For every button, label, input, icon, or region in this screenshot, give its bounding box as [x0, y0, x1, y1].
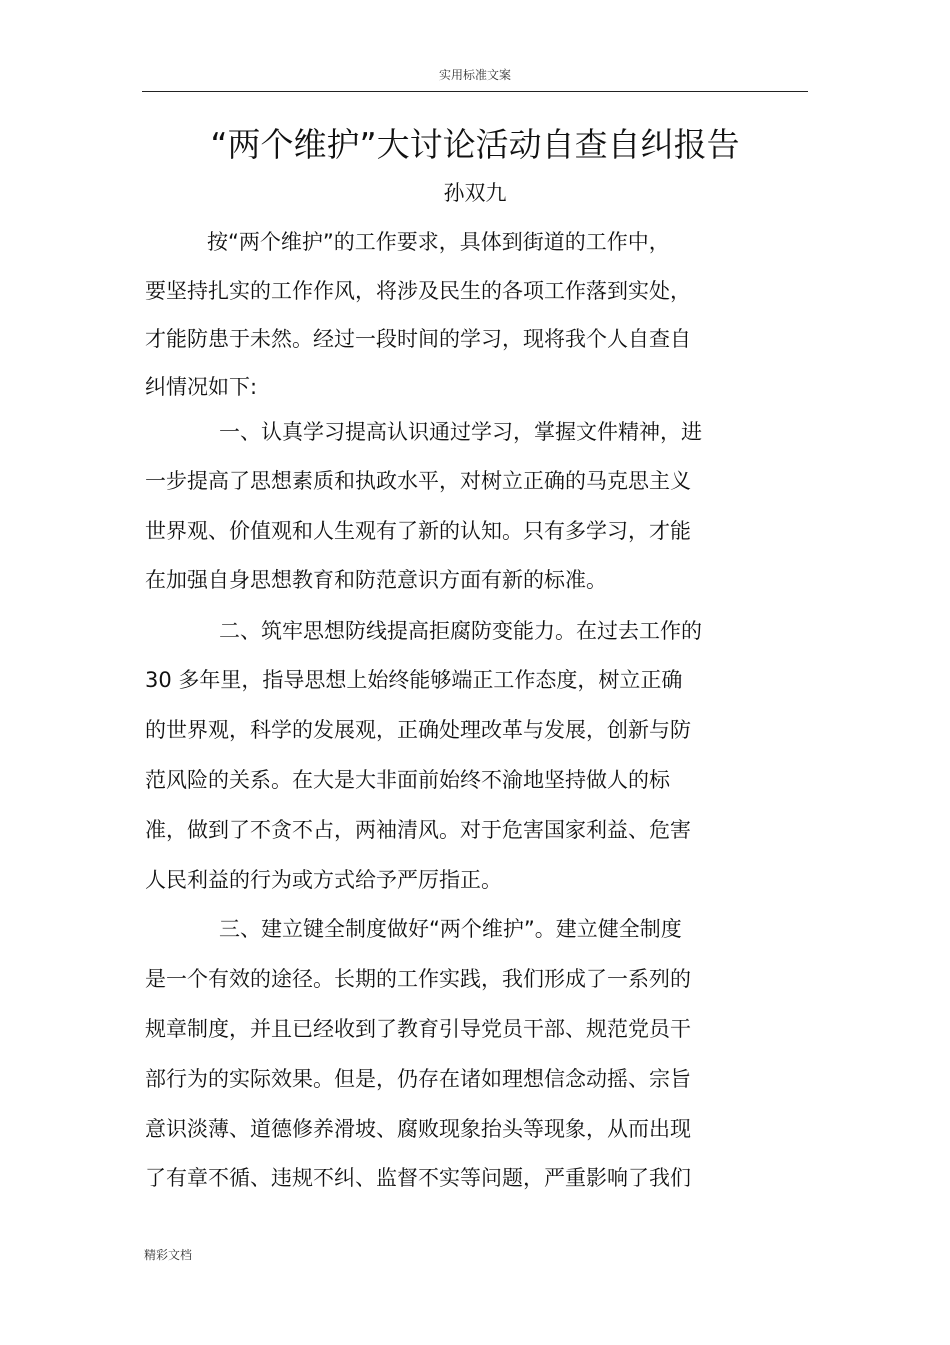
- body-line: 要坚持扎实的工作作风，将涉及民生的各项工作落到实处，: [145, 279, 691, 303]
- body-line: 二、筑牢思想防线提高拒腐防变能力。在过去工作的: [219, 619, 702, 643]
- page-footer: 精彩文档: [144, 1248, 193, 1262]
- body-line: 一步提高了思想素质和执政水平，对树立正确的马克思主义: [145, 469, 691, 493]
- body-line: 三、建立键全制度做好“两个维护”。建立健全制度: [219, 917, 682, 941]
- body-line: 30 多年里，指导思想上始终能够端正工作态度，树立正确: [145, 668, 683, 692]
- body-line: 部行为的实际效果。但是，仍存在诸如理想信念动摇、宗旨: [145, 1067, 691, 1091]
- body-line: 按“两个维护”的工作要求，具体到街道的工作中，: [207, 230, 670, 254]
- body-line: 人民利益的行为或方式给予严厉指正。: [145, 868, 502, 892]
- body-line: 纠情况如下:: [145, 375, 258, 399]
- body-line: 准，做到了不贪不占，两袖清风。对于危害国家利益、危害: [145, 818, 691, 842]
- body-line: 在加强自身思想教育和防范意识方面有新的标准。: [145, 568, 607, 592]
- body-line: 才能防患于未然。经过一段时间的学习，现将我个人自查自: [145, 327, 691, 351]
- body-line: 规章制度，并且已经收到了教育引导党员干部、规范党员干: [145, 1017, 691, 1041]
- body-line: 意识淡薄、道德修养滑坡、腐败现象抬头等现象，从而出现: [145, 1117, 691, 1141]
- header-divider: [142, 91, 808, 92]
- body-line: 是一个有效的途径。长期的工作实践，我们形成了一系列的: [145, 967, 691, 991]
- body-line: 的世界观，科学的发展观，正确处理改革与发展，创新与防: [145, 718, 691, 742]
- body-line: 了有章不循、违规不纠、监督不实等问题，严重影响了我们: [145, 1166, 691, 1190]
- body-line: 世界观、价值观和人生观有了新的认知。只有多学习，才能: [145, 519, 691, 543]
- body-line: 一、认真学习提高认识通过学习，掌握文件精神，进: [219, 420, 702, 444]
- document-author: 孙双九: [443, 181, 507, 205]
- body-line: 范风险的关系。在大是大非面前始终不渝地坚持做人的标: [145, 768, 670, 792]
- page-header: 实用标准文案: [438, 68, 511, 82]
- document-title: “两个维护”大讨论活动自查自纠报告: [210, 125, 740, 164]
